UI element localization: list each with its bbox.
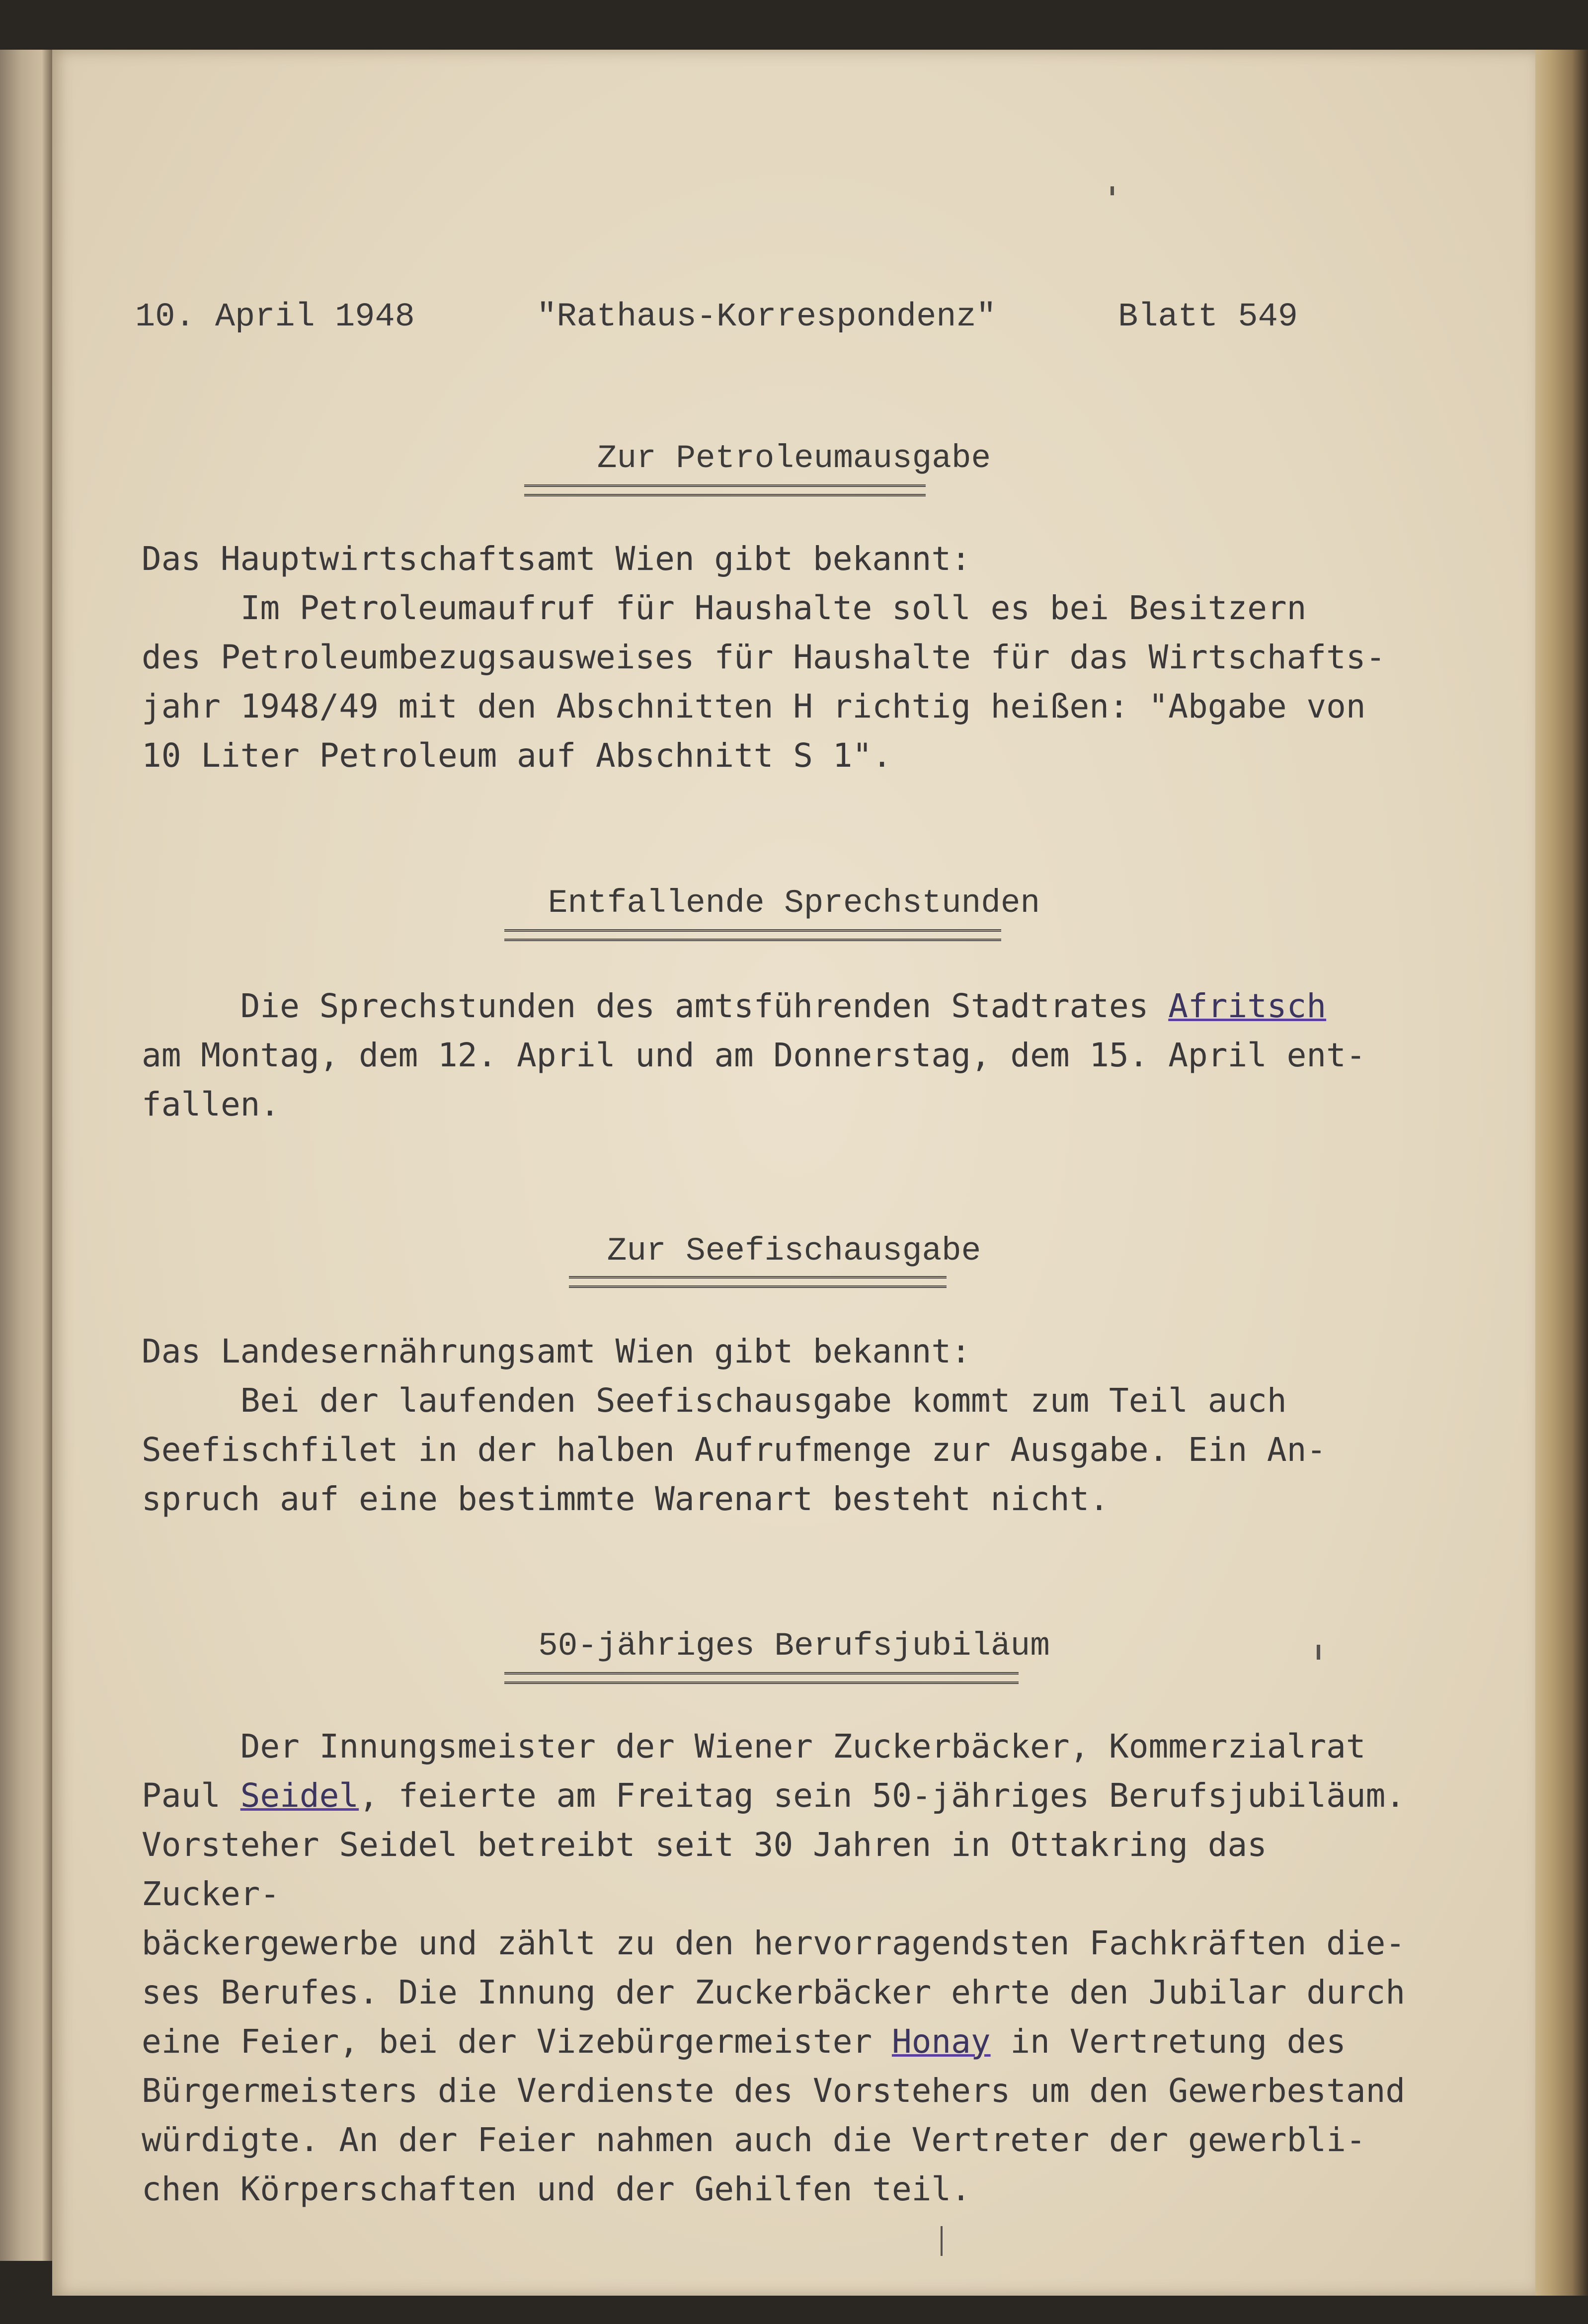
section-title-sprechstunden: Entfallende Sprechstunden (548, 884, 1040, 922)
header-date: 10. April 1948 (135, 298, 415, 336)
header-sheet: Blatt 549 (1118, 298, 1298, 336)
section-intro: Das Hauptwirtschaftsamt Wien gibt bekannt: (142, 540, 971, 578)
body-text: in Vertretung des (990, 2022, 1346, 2061)
body-text: Bürgermeisters die Verdienste des Vorstehers um den Gewerbestand würdigte. An der Feier nahmen auch die Vertreter der gewerbli- chen Körperschaften und der Gehilfen teil. (142, 2072, 1406, 2208)
left-page-edge (0, 50, 52, 2261)
title-rule (504, 1672, 1019, 1684)
book-spine (1535, 50, 1588, 2296)
section-body: Bei der laufenden Seefischausgabe kommt zum Teil auch Seefischfilet in der halben Aufrufmenge zur Ausgabe. Ein An- spruch auf eine bestimmte Warenart besteht nicht. (142, 1381, 1327, 1518)
body-text: Der Innungsmeister der Wiener Zuckerbäcker, Kommerzialrat (142, 1727, 1366, 1765)
page-header (135, 298, 1298, 336)
section-body (142, 981, 1414, 1129)
paper-speck (1317, 1645, 1320, 1660)
body-text: Vorsteher Seidel betreibt seit 30 Jahren in Ottakring das Zucker- bäckergewerbe und zählt zu den hervorragendsten Fachkräften die- ses Berufes. Die Innung der Zuckerbäcker ehrte den Jubilar durch (142, 1826, 1406, 2011)
body-text: , feierte am Freitag sein 50-jähriges Berufsjubiläum. (359, 1776, 1406, 1815)
body-text: am Montag, dem 12. April und am Donnerstag, dem 15. April ent- fallen. (142, 1036, 1366, 1123)
underlined-name: Honay (891, 2022, 991, 2061)
section-title-seefisch: Zur Seefischausgabe (607, 1232, 981, 1270)
body-text: Paul (142, 1776, 240, 1815)
section-title-jubilaeum: 50-jähriges Berufsjubiläum (538, 1627, 1050, 1665)
underlined-name: Afritsch (1168, 987, 1327, 1025)
body-text: eine Feier, bei der Vizebürgermeister (142, 2022, 892, 2061)
paper-speck (941, 2226, 943, 2256)
title-rule (569, 1276, 947, 1288)
body-text: Die Sprechstunden des amtsführenden Stadtrates (142, 987, 1169, 1025)
underlined-name: Seidel (240, 1776, 359, 1815)
section-body (142, 1722, 1414, 2214)
paper-speck (1111, 186, 1114, 195)
title-rule (524, 484, 926, 496)
section-intro: Das Landesernährungsamt Wien gibt bekannt: (142, 1332, 971, 1370)
header-publication: "Rathaus-Korrespondenz" (537, 298, 996, 336)
title-rule (504, 929, 1001, 941)
section-body: Im Petroleumaufruf für Haushalte soll es bei Besitzern des Petroleumbezugsausweises für Haushalte für das Wirtschafts- jahr 1948/49 mit den Abschnitten H richtig heißen: "Abgabe von 10 Liter Petroleum auf Abschnitt S 1". (142, 589, 1386, 775)
section-title-petroleum: Zur Petroleumausgabe (597, 440, 991, 477)
